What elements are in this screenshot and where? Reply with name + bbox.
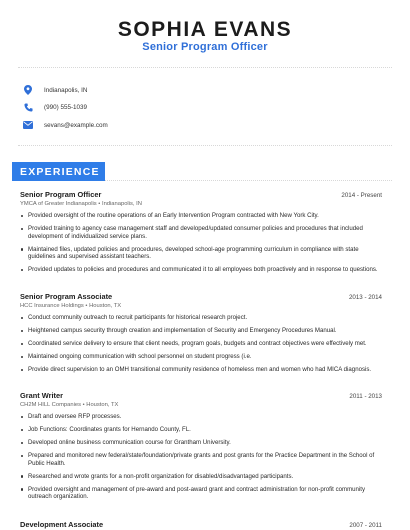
job-title: Senior Program Officer <box>20 190 102 199</box>
job-dates: 2011 - 2013 <box>349 393 382 400</box>
bullet-item: Job Functions: Coordinates grants for Hernando County, FL. <box>20 426 382 434</box>
section-divider <box>105 180 392 181</box>
bullet-item: Researched and wrote grants for a non-profit organization for disabled/disadvantaged participants. <box>20 473 382 481</box>
location-pin-icon <box>22 84 34 96</box>
job-bullets <box>20 314 382 374</box>
job-entry <box>20 520 382 530</box>
contact-location-text: Indianapolis, IN <box>44 86 88 94</box>
bullet-item: Maintained ongoing communication with school personnel on student progress (i.e. <box>20 353 382 361</box>
job-dates: 2014 - Present <box>341 192 382 199</box>
bullet-item: Conduct community outreach to recruit participants for historical research project. <box>20 314 382 322</box>
contact-phone-text: (990) 555-1039 <box>44 103 88 111</box>
job-company-line: YMCA of Greater Indianapolis • Indianapolis, IN <box>20 201 142 207</box>
phone-icon <box>22 101 34 113</box>
bullet-item: Draft and oversee RFP processes. <box>20 413 382 421</box>
bullet-item: Provided training to agency case management staff and developed/updated consumer policies and procedures that included development of individualized service plans. <box>20 225 382 240</box>
job-dates: 2007 - 2011 <box>349 522 382 529</box>
bullet-item: Provided oversight and management of pre-award and post-award grant and contract administration for non-profit community outreach organization. <box>20 486 382 501</box>
job-company: HCC Insurance Holdings <box>20 303 84 309</box>
job-location: Indianapolis, IN <box>101 201 142 207</box>
job-company: CH2M HILL Companies <box>20 402 81 408</box>
job-dates: 2013 - 2014 <box>348 294 382 301</box>
bullet-item: Coordinated service delivery to ensure that client needs, program goals, budgets and contract objectives were effectively met. <box>20 340 382 348</box>
bullet-item: Maintained files, updated policies and procedures, developed school-age programming curriculum in compliance with state guidelines and supervised assistant teachers. <box>20 246 382 261</box>
contact-phone <box>22 101 87 113</box>
bullet-item: Developed online business communication course for Grantham University. <box>20 439 382 447</box>
job-company-line: HCC Insurance Holdings • Houston, TX <box>20 303 122 309</box>
email-icon <box>22 119 34 131</box>
job-title: Grant Writer <box>20 391 63 400</box>
job-bullets <box>20 413 382 501</box>
bullet-item: Provided updates to policies and procedures and communicated it to all employees both proactively and in response to questions. <box>20 266 382 274</box>
contact-location <box>22 84 87 96</box>
divider <box>18 67 392 68</box>
job-entry <box>20 190 382 279</box>
job-location: Houston, TX <box>86 402 119 408</box>
bullet-item: Prepared and monitored new federal/state/foundation/private grants and post grants for the Practice Department in the School of Public Health. <box>20 452 382 467</box>
job-entry <box>20 292 382 379</box>
job-company-line: CH2M HILL Companies • Houston, TX <box>20 402 119 408</box>
candidate-name: SOPHIA EVANS <box>117 18 293 41</box>
contact-email-text[interactable]: sevans@example.com <box>44 121 108 129</box>
section-heading-experience: EXPERIENCE <box>12 162 105 181</box>
contact-email[interactable] <box>22 119 108 131</box>
job-location: Houston, TX <box>89 303 122 309</box>
bullet-item: Provide direct supervision to an OMH transitional community residence of homeless men and women who had MICA diagnosis. <box>20 366 382 374</box>
job-title: Development Associate <box>20 520 104 529</box>
bullet-item: Heightened campus security through creation and implementation of Security and Emergency Procedures Manual. <box>20 327 382 335</box>
job-title: Senior Program Associate <box>20 292 113 301</box>
job-company: YMCA of Greater Indianapolis <box>20 201 97 207</box>
candidate-title: Senior Program Officer <box>142 41 268 53</box>
job-bullets <box>20 212 382 274</box>
divider <box>18 145 392 146</box>
job-entry <box>20 391 382 506</box>
bullet-item: Provided oversight of the routine operations of an Early Intervention Program contracted with New York City. <box>20 212 382 220</box>
